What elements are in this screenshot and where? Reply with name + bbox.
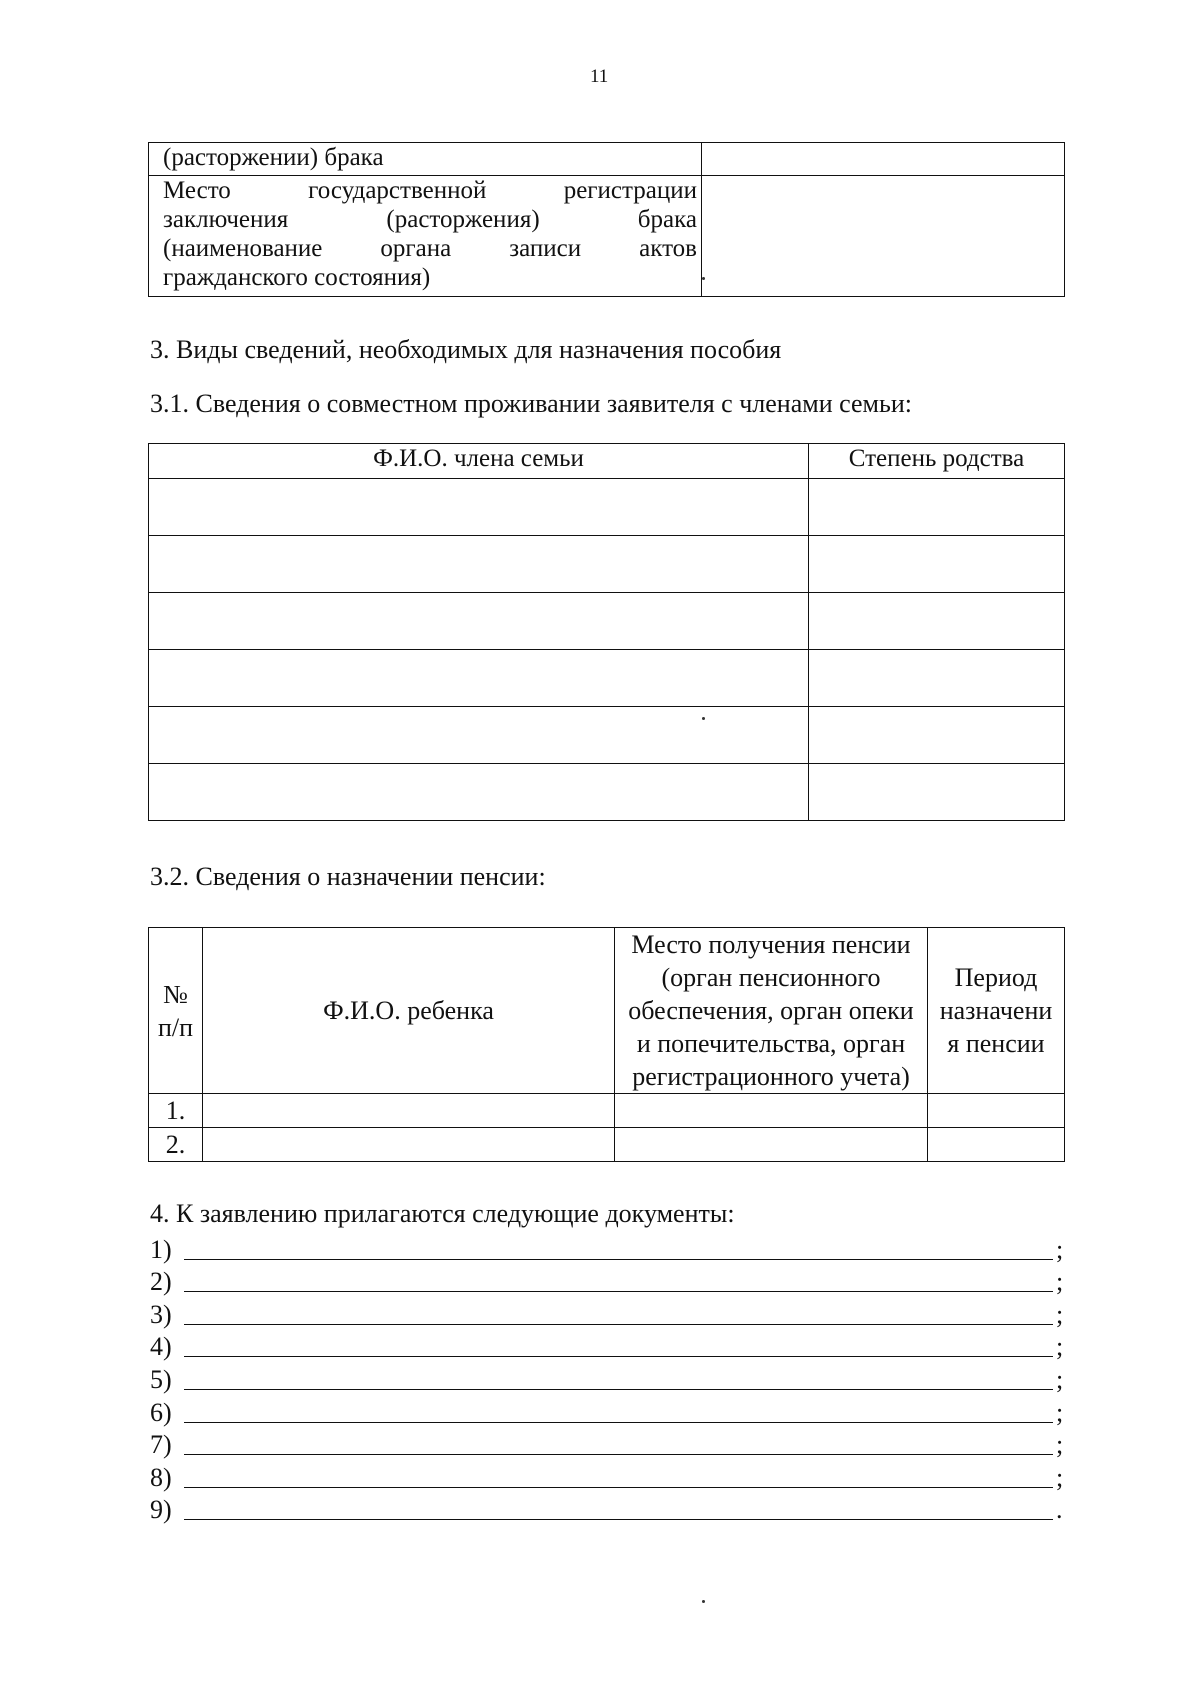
- header-line: назначени: [939, 996, 1053, 1025]
- item-number: 9): [150, 1495, 172, 1525]
- column-header-child-fio: Ф.И.О. ребенка: [203, 928, 615, 1094]
- item-number: 2): [150, 1267, 172, 1297]
- label-line: Место государственной регистрации: [163, 177, 697, 204]
- document-blank-line[interactable]: [184, 1332, 1053, 1357]
- item-end: ;: [1056, 1332, 1064, 1362]
- document-blank-line[interactable]: [184, 1235, 1053, 1260]
- header-line: регистрационного учета): [632, 1062, 910, 1091]
- section-3-1-title: 3.1. Сведения о совместном проживании заявителя с членами семьи:: [150, 389, 912, 418]
- fio-cell[interactable]: [149, 707, 809, 764]
- column-header-period: [928, 928, 1065, 1094]
- row-label-registration-place: [149, 176, 702, 297]
- item-number: 6): [150, 1397, 172, 1427]
- fio-cell[interactable]: [149, 593, 809, 650]
- item-end: .: [1056, 1495, 1063, 1525]
- scan-speck: [702, 277, 705, 280]
- scan-speck: [702, 717, 705, 720]
- document-blank-line[interactable]: [184, 1365, 1053, 1390]
- relationship-cell[interactable]: [809, 650, 1065, 707]
- item-number: 7): [150, 1430, 172, 1460]
- list-item: [150, 1428, 1068, 1461]
- relationship-cell[interactable]: [809, 707, 1065, 764]
- item-number: 5): [150, 1364, 172, 1394]
- list-item: [150, 1297, 1068, 1330]
- table-header-row: [149, 444, 1065, 479]
- document-blank-line[interactable]: [184, 1300, 1053, 1325]
- section-3-title: 3. Виды сведений, необходимых для назначения пособия: [150, 335, 782, 364]
- document-blank-line[interactable]: [184, 1495, 1053, 1520]
- pension-place-cell[interactable]: [615, 1094, 928, 1128]
- item-end: ;: [1056, 1430, 1064, 1460]
- row-number: 1.: [149, 1094, 203, 1128]
- pension-table: [148, 927, 1065, 1162]
- list-item: [150, 1265, 1068, 1298]
- column-header-relationship: Степень родства: [809, 444, 1065, 479]
- relationship-cell[interactable]: [809, 479, 1065, 536]
- list-item: [150, 1362, 1068, 1395]
- table-row: [149, 1094, 1065, 1128]
- table-row: [149, 1128, 1065, 1162]
- document-blank-line[interactable]: [184, 1463, 1053, 1488]
- row-number: 2.: [149, 1128, 203, 1162]
- relationship-cell[interactable]: [809, 593, 1065, 650]
- header-line: и попечительства, орган: [636, 1029, 906, 1058]
- period-cell[interactable]: [928, 1128, 1065, 1162]
- item-end: ;: [1056, 1397, 1064, 1427]
- fio-cell[interactable]: [149, 536, 809, 593]
- value-cell[interactable]: [702, 143, 1065, 176]
- item-number: 3): [150, 1299, 172, 1329]
- item-end: ;: [1056, 1462, 1064, 1492]
- document-blank-line[interactable]: [184, 1267, 1053, 1292]
- label-line: заключения (расторжения) брака: [163, 206, 697, 233]
- item-end: ;: [1056, 1364, 1064, 1394]
- pension-place-cell[interactable]: [615, 1128, 928, 1162]
- item-number: 4): [150, 1332, 172, 1362]
- fio-cell[interactable]: [149, 650, 809, 707]
- list-item: [150, 1460, 1068, 1493]
- scan-speck: [702, 1600, 705, 1603]
- column-header-number: [149, 928, 203, 1094]
- row-label: (расторжении) брака: [149, 143, 702, 176]
- item-end: ;: [1056, 1267, 1064, 1297]
- fio-cell[interactable]: [149, 479, 809, 536]
- attached-documents-list: [150, 1232, 1068, 1525]
- item-end: ;: [1056, 1234, 1064, 1264]
- item-end: ;: [1056, 1299, 1064, 1329]
- relationship-cell[interactable]: [809, 536, 1065, 593]
- period-cell[interactable]: [928, 1094, 1065, 1128]
- header-line: я пенсии: [947, 1029, 1045, 1058]
- table-header-row: [149, 928, 1065, 1094]
- header-line: №: [163, 979, 188, 1009]
- relationship-cell[interactable]: [809, 764, 1065, 821]
- column-header-fio: Ф.И.О. члена семьи: [149, 444, 809, 479]
- header-line: (орган пенсионного: [661, 963, 881, 992]
- list-item: [150, 1330, 1068, 1363]
- item-number: 1): [150, 1234, 172, 1264]
- header-line: обеспечения, орган опеки: [628, 996, 914, 1025]
- list-item: [150, 1232, 1068, 1265]
- label-line: гражданского состояния): [163, 264, 431, 291]
- marriage-registration-table: [148, 142, 1065, 297]
- label-line: (наименование органа записи актов: [163, 235, 697, 262]
- table-row: [149, 650, 1065, 707]
- table-row: [149, 479, 1065, 536]
- table-row: [149, 536, 1065, 593]
- family-members-table: [148, 443, 1065, 821]
- section-4-title: 4. К заявлению прилагаются следующие документы:: [150, 1199, 735, 1228]
- header-line: п/п: [157, 1012, 194, 1042]
- document-blank-line[interactable]: [184, 1430, 1053, 1455]
- table-row: [149, 707, 1065, 764]
- value-cell[interactable]: [702, 176, 1065, 297]
- fio-cell[interactable]: [149, 764, 809, 821]
- section-3-2-title: 3.2. Сведения о назначении пенсии:: [150, 862, 546, 891]
- item-number: 8): [150, 1462, 172, 1492]
- list-item: [150, 1395, 1068, 1428]
- child-fio-cell[interactable]: [203, 1094, 615, 1128]
- document-blank-line[interactable]: [184, 1398, 1053, 1423]
- column-header-pension-place: [615, 928, 928, 1094]
- table-row: [149, 764, 1065, 821]
- table-row: [149, 593, 1065, 650]
- table-row: [149, 143, 1065, 176]
- header-line: Место получения пенсии: [631, 930, 911, 959]
- child-fio-cell[interactable]: [203, 1128, 615, 1162]
- page-number: 11: [590, 66, 609, 87]
- header-line: Период: [954, 963, 1038, 992]
- list-item: [150, 1493, 1068, 1526]
- table-row: [149, 176, 1065, 297]
